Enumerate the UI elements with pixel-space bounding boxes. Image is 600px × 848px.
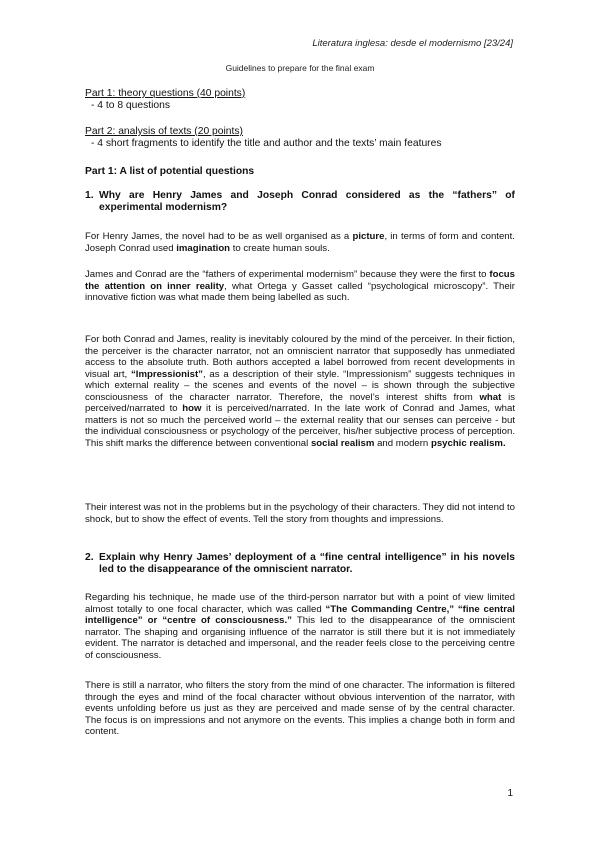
text-run: James and Conrad are the “fathers of experimental modernism” because they were the first to (85, 269, 490, 280)
question-1-text: Why are Henry James and Joseph Conrad considered as the “fathers” of experimental modernism? (99, 190, 515, 213)
text-run: and modern (374, 437, 431, 449)
text-run: is perceived/narrated to (85, 391, 515, 414)
question-1-number: 1. (85, 190, 94, 201)
text-run: , as a description of their style. “Impressionism” suggests techniques in which external reality – the scenes and events of the novel – is shown through the subjective consciousness of the character narrator. Therefore, the novel’s interest shifts from (85, 368, 515, 403)
guidelines-title: Guidelines to prepare for the final exam (225, 63, 375, 73)
exam-part-1-detail: - 4 to 8 questions (91, 100, 170, 111)
exam-part-1-title: Part 1: theory questions (40 points) (85, 88, 246, 99)
bold-run: picture (352, 231, 385, 242)
text-run: Their interest was not in the problems but in the psychology of their characters. They did not intend to shock, but to show the effect of events. Tell the story from thoughts and impressions. (85, 502, 515, 525)
paragraph (85, 502, 515, 525)
bold-run: “Impressionist” (130, 368, 203, 380)
section-title: Part 1: A list of potential questions (85, 166, 255, 177)
exam-part-1 (85, 88, 515, 112)
page-number: 1 (507, 788, 513, 799)
question-2-number: 2. (85, 552, 94, 563)
paragraph (85, 592, 515, 661)
text-run: it is perceived/narrated. In the late work of Conrad and James, what matters is not so much the perceived world – the external reality that our senses can perceive - but the individual consciousness or psychology of the perceiver, his/her subjective process of perception. This shift marks the difference between conventional (85, 403, 515, 449)
bold-run: psychic realism. (430, 437, 506, 449)
bold-run: focus the attention on inner reality (85, 269, 515, 292)
paragraph (85, 680, 515, 738)
exam-part-2 (85, 126, 515, 150)
bold-run: imagination (176, 242, 231, 254)
bold-run: what (479, 391, 502, 403)
text-run: There is still a narrator, who filters the story from the mind of one character. The information is filtered through the eyes and mind of the focal character without obvious intervention of the narrator, with events unfolding before us just as they are perceived and made sense of by the central character. The focus is on impressions and not anymore on the events. This implies a change both in form and content. (85, 680, 515, 737)
course-title: Literatura inglesa: desde el modernismo [23/24] (312, 38, 513, 49)
paragraph (85, 334, 515, 449)
bold-run: “The Commanding Centre,” “fine central intelligence” or “centre of consciousness.” (85, 603, 515, 626)
question-2-text: Explain why Henry James’ deployment of a “fine central intelligence” in his novels led to the disappearance of the omniscient narrator. (99, 552, 515, 575)
text-run: For both Conrad and James, reality is inevitably coloured by the mind of the perceiver. In their fiction, the perceiver is the character narrator, not an omniscient narrator that supposedly has unmediated access to the absolute truth. Both authors accepted a label borrowed from recent developments in visual art, (85, 334, 515, 380)
text-run: This led to the disappearance of the omniscient narrator. The shaping and organising influence of the narrator is still there but it is not immediately evident. The narrator is detached and impersonal, and the reader feels close to the perceiving centre of consciousness. (85, 615, 515, 661)
exam-part-2-title: Part 2: analysis of texts (20 points) (85, 126, 243, 137)
question-1-heading (85, 190, 515, 214)
question-2-heading (85, 552, 515, 576)
paragraph (85, 231, 515, 254)
text-run: , what Ortega y Gasset called “psychological microscopy”. Their innovative fiction was what made them being labelled as such. (85, 280, 516, 303)
paragraph (85, 269, 515, 304)
text-run: Regarding his technique, he made use of the third-person narrator but with a point of view limited almost totally to one focal character, which was called (85, 592, 515, 615)
text-run: For Henry James, the novel had to be as well organised as a (85, 231, 353, 242)
text-run: , in terms of form and content. Joseph Conrad used (85, 231, 515, 254)
exam-part-2-detail: - 4 short fragments to identify the title and author and the texts’ main features (91, 138, 442, 149)
bold-run: how (182, 403, 202, 414)
bold-run: social realism (310, 437, 375, 449)
text-run: to create human souls. (230, 242, 330, 254)
